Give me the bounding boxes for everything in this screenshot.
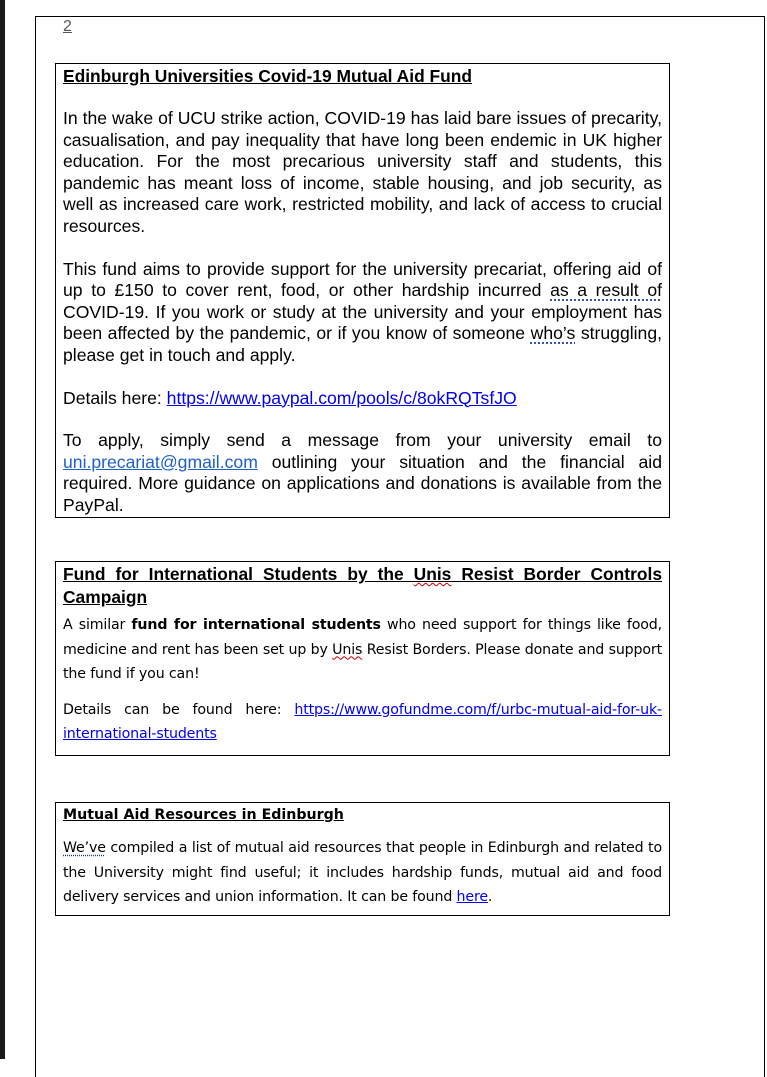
- aims-text-1: This fund aims to provide support for the university precariat, offering aid of up to £150 to cover rent, food, or other hardship incurred: [63, 258, 662, 301]
- international-fund-description: [63, 613, 662, 687]
- apply-text-2: outlining your situation and the financial aid required. More guidance on applications and donations is available from the PayPal.: [63, 451, 662, 515]
- intl-title-text-1: Fund for International Students by the: [63, 564, 414, 584]
- details-label: Details here:: [63, 387, 167, 408]
- spell-flag-unis-body: Unis: [332, 641, 363, 658]
- covid-fund-apply: [63, 430, 662, 516]
- intl-details-label: Details can be found here:: [63, 701, 295, 718]
- covid-fund-aims: [63, 259, 662, 367]
- intl-desc-1: A similar: [63, 617, 132, 633]
- resources-text-1: compiled a list of mutual aid resources that people in Edinburgh and related to the University might find useful; it includes hardship funds, mutual aid and food delivery services and union information. It can be found: [63, 840, 662, 905]
- mutual-aid-resources-text: [63, 836, 662, 910]
- mutual-aid-resources-title: Mutual Aid Resources in Edinburgh: [63, 807, 344, 823]
- resources-here-link[interactable]: here: [456, 889, 488, 905]
- page-number: 2: [63, 18, 72, 35]
- grammar-flag-as-a-result-of: as a result of: [550, 280, 662, 301]
- grammar-flag-weve: We’ve: [63, 840, 106, 856]
- apply-text-1: To apply, simply send a message from your university email to: [63, 430, 662, 451]
- covid-fund-title: Edinburgh Universities Covid-19 Mutual Aid Fund: [63, 66, 473, 86]
- aims-text-3: struggling, please get in touch and apply.: [63, 323, 663, 365]
- intl-title-text-2: Resist Border Controls Campaign: [63, 564, 662, 607]
- international-fund-title: [63, 563, 662, 609]
- covid-fund-details: [63, 388, 662, 410]
- precariat-email-link[interactable]: uni.precariat@gmail.com: [63, 451, 258, 472]
- intl-desc-2: who need support for things like food, medicine and rent has been set up by: [63, 617, 662, 658]
- grammar-flag-whos: who’s: [530, 323, 576, 344]
- covid-fund-intro: In the wake of UCU strike action, COVID-19 has laid bare issues of precarity, casualisation, and pay inequality that have long been endemic in UK higher education. For the most precarious university staff and students, this pandemic has meant loss of income, stable housing, and job security, as well as increased care work, restricted mobility, and lack of access to crucial resources.: [63, 108, 662, 236]
- international-fund-details: [63, 698, 662, 747]
- intl-desc-bold: fund for international students: [131, 617, 381, 633]
- paypal-pool-link[interactable]: https://www.paypal.com/pools/c/8okRQTsfJO: [166, 387, 517, 408]
- window-left-edge: [0, 0, 5, 1059]
- international-fund-box: [55, 561, 670, 756]
- resources-text-end: .: [487, 889, 493, 905]
- intl-desc-3: Resist Borders. Please donate and support the fund if you can!: [63, 641, 662, 682]
- aims-text-2: COVID-19. If you work or study at the university and your employment has been affected by the pandemic, or if you know of someone: [63, 301, 662, 344]
- mutual-aid-resources-box: [55, 802, 670, 916]
- spell-flag-unis-title: Unis: [413, 564, 452, 584]
- gofundme-link[interactable]: https://www.gofundme.com/f/urbc-mutual-aid-for-uk-international-students: [63, 701, 662, 742]
- covid-fund-box: [55, 63, 670, 518]
